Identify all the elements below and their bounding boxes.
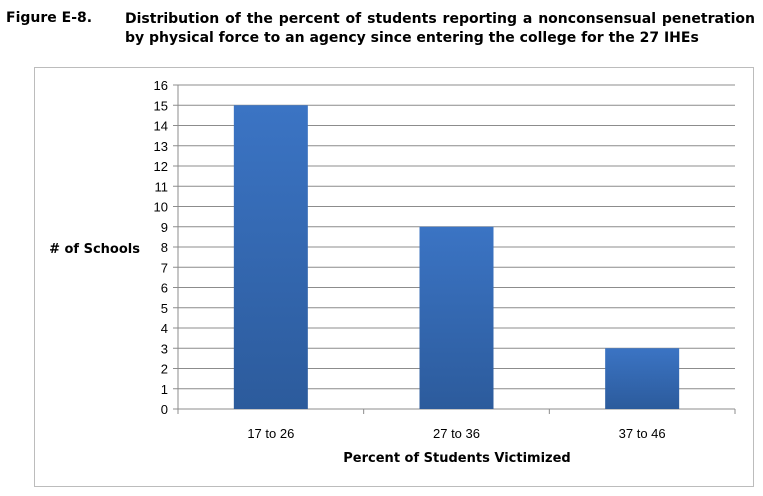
y-tick-label: 15 [153, 98, 168, 114]
y-tick-label: 7 [160, 260, 168, 276]
bars [234, 105, 679, 409]
y-tick-label: 9 [160, 219, 168, 235]
figure-title: Distribution of the percent of students reporting a nonconsensual penetration by physical force to an agency since entering the college for the 27 IHEs [125, 11, 755, 46]
y-tick-label: 11 [154, 179, 168, 195]
y-tick-label: 12 [153, 159, 168, 174]
y-tick-labels [154, 78, 168, 417]
y-tick-label: 14 [153, 118, 168, 134]
y-tick-label: 13 [153, 138, 168, 154]
y-tick-label: 16 [153, 78, 168, 93]
y-tick-label: 4 [160, 321, 168, 336]
x-axis-title: Percent of Students Victimized [343, 451, 571, 466]
x-tick-labels [247, 426, 665, 441]
bar [234, 105, 308, 409]
y-tick-label: 8 [160, 240, 168, 255]
x-tick-label: 17 to 26 [247, 426, 295, 441]
figure-label: Figure E-8. [6, 10, 93, 26]
bar [420, 227, 494, 409]
y-tick-label: 5 [160, 300, 168, 316]
x-tick-label: 37 to 46 [618, 426, 666, 441]
y-tick-label: 0 [160, 402, 168, 417]
bar [605, 348, 679, 409]
y-axis-title: # of Schools [49, 242, 140, 257]
y-tick-label: 3 [160, 341, 168, 357]
y-tick-label: 6 [160, 280, 168, 296]
y-tick-label: 10 [153, 199, 168, 215]
y-tick-label: 1 [160, 381, 168, 397]
x-tick-label: 27 to 36 [433, 426, 480, 441]
y-tick-label: 2 [160, 361, 168, 377]
